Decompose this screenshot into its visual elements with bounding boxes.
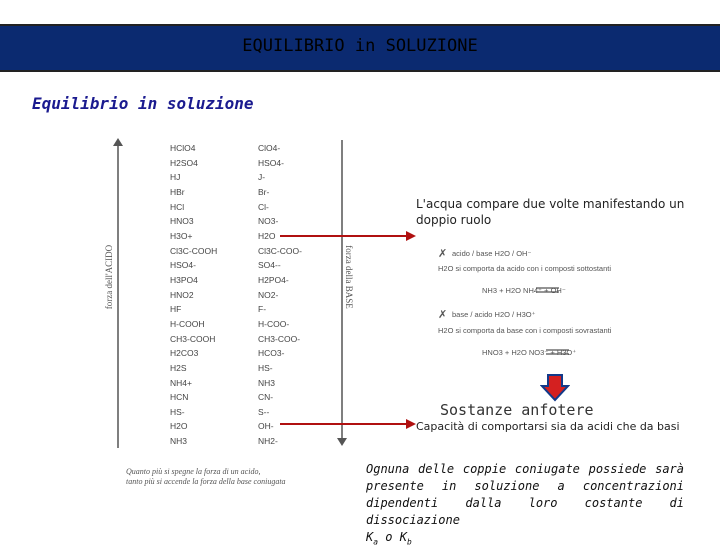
acid-formula: HBr: [170, 186, 185, 197]
base-axis-arrowhead: [337, 438, 347, 446]
base-formula: Br-: [258, 186, 270, 197]
or-word: o: [385, 530, 393, 544]
page-title: EQUILIBRIO in SOLUZIONE: [242, 36, 478, 56]
role2-description: H2O si comporta da base con i composti sovrastanti: [438, 326, 612, 335]
acid-formula: H3PO4: [170, 274, 198, 285]
conjugate-pairs-text: [366, 461, 684, 550]
base-formula: NO2-: [258, 289, 279, 300]
base-formula: NH3: [258, 377, 276, 388]
acid-formula: HNO3: [170, 216, 194, 227]
acid-formula: HS-: [170, 406, 185, 417]
acid-formula: HF: [170, 304, 182, 315]
kb-subscript: b: [407, 537, 412, 547]
lower-pointer-arrowhead: [406, 419, 416, 429]
acid-formula: H2CO3: [170, 348, 199, 359]
base-formula: S--: [258, 406, 270, 417]
acid-formula: Cl3C-COOH: [170, 245, 218, 256]
conjugate-text-body: Ognuna delle coppie coniugate possiede sarà presente in soluzione a concentrazioni dipendenti dalla loro costante di dissociazione: [366, 462, 684, 527]
base-formula: HCO3-: [258, 348, 285, 359]
base-formula: F-: [258, 304, 267, 315]
acid-list: [170, 141, 217, 449]
kb-symbol: K: [399, 530, 407, 544]
acid-formula: H3O+: [170, 230, 193, 241]
role2-heading: base / acido H2O / H3O⁺: [452, 310, 536, 319]
x-mark-2: ✗: [438, 308, 448, 321]
acid-formula: CH3-COOH: [170, 333, 216, 344]
base-formula: H-COO-: [258, 318, 290, 329]
role2-equation: HNO3 + H2O NO3⁻ + H3O⁺: [482, 348, 577, 357]
acid-formula: HJ: [170, 172, 181, 183]
acid-formula: HNO2: [170, 289, 194, 300]
equilibrium-arrows-2: [545, 347, 571, 357]
role1-description: H2O si comporta da acido con i composti sottostanti: [438, 264, 611, 273]
caption-line-2: tanto più si accende la forza della base coniugata: [126, 477, 286, 486]
acid-formula: HSO4-: [170, 260, 196, 271]
base-formula: NO3-: [258, 216, 279, 227]
base-formula: J-: [258, 172, 266, 183]
down-block-arrow: [540, 374, 570, 402]
base-formula: H2O: [258, 230, 276, 241]
acid-formula: H2SO4: [170, 157, 198, 168]
base-formula: SO4--: [258, 260, 281, 271]
base-formula: NH2-: [258, 436, 278, 447]
base-axis-label: forza della BASE: [344, 245, 354, 309]
base-formula: HSO4-: [258, 157, 284, 168]
acid-formula: H2S: [170, 362, 187, 373]
acid-axis-arrowhead: [113, 138, 123, 146]
upper-pointer-arrowhead: [406, 231, 416, 241]
amphoteric-definition: Capacità di comportarsi sia da acidi che da basi: [416, 420, 680, 433]
base-formula: HS-: [258, 362, 273, 373]
acid-formula: NH4+: [170, 377, 192, 388]
acid-axis-label: forza dell'ACIDO: [104, 244, 114, 310]
acid-formula: HCN: [170, 392, 189, 403]
base-formula: ClO4-: [258, 143, 281, 153]
base-formula: H2PO4-: [258, 274, 289, 285]
ka-subscript: a: [373, 537, 379, 547]
base-formula: CN-: [258, 392, 274, 403]
table-caption: [126, 467, 346, 487]
section-subtitle: Equilibrio in soluzione: [32, 94, 254, 113]
base-formula: Cl3C-COO-: [258, 245, 302, 256]
base-formula: CH3-COO-: [258, 333, 301, 344]
acid-formula: H2O: [170, 421, 188, 432]
base-formula: Cl-: [258, 201, 269, 212]
water-note: L'acqua compare due volte manifestando un doppio ruolo: [416, 197, 685, 227]
base-formula: OH-: [258, 421, 274, 432]
role1-equation: NH3 + H2O NH4⁺ + OH⁻: [482, 286, 566, 295]
acid-formula: NH3: [170, 436, 188, 447]
ka-symbol: K: [366, 530, 374, 544]
x-mark-1: ✗: [438, 247, 448, 260]
equilibrium-arrows-1: [535, 285, 561, 295]
acid-formula: HCl: [170, 201, 185, 212]
acid-formula: HClO4: [170, 143, 196, 153]
role1-heading: acido / base H2O / OH⁻: [452, 249, 532, 258]
acid-formula: H-COOH: [170, 318, 205, 329]
pointer-arrows: [280, 228, 420, 434]
amphoteric-heading: Sostanze anfotere: [440, 401, 594, 419]
caption-line-1: Quanto più si spegne la forza di un acido,: [126, 467, 261, 476]
